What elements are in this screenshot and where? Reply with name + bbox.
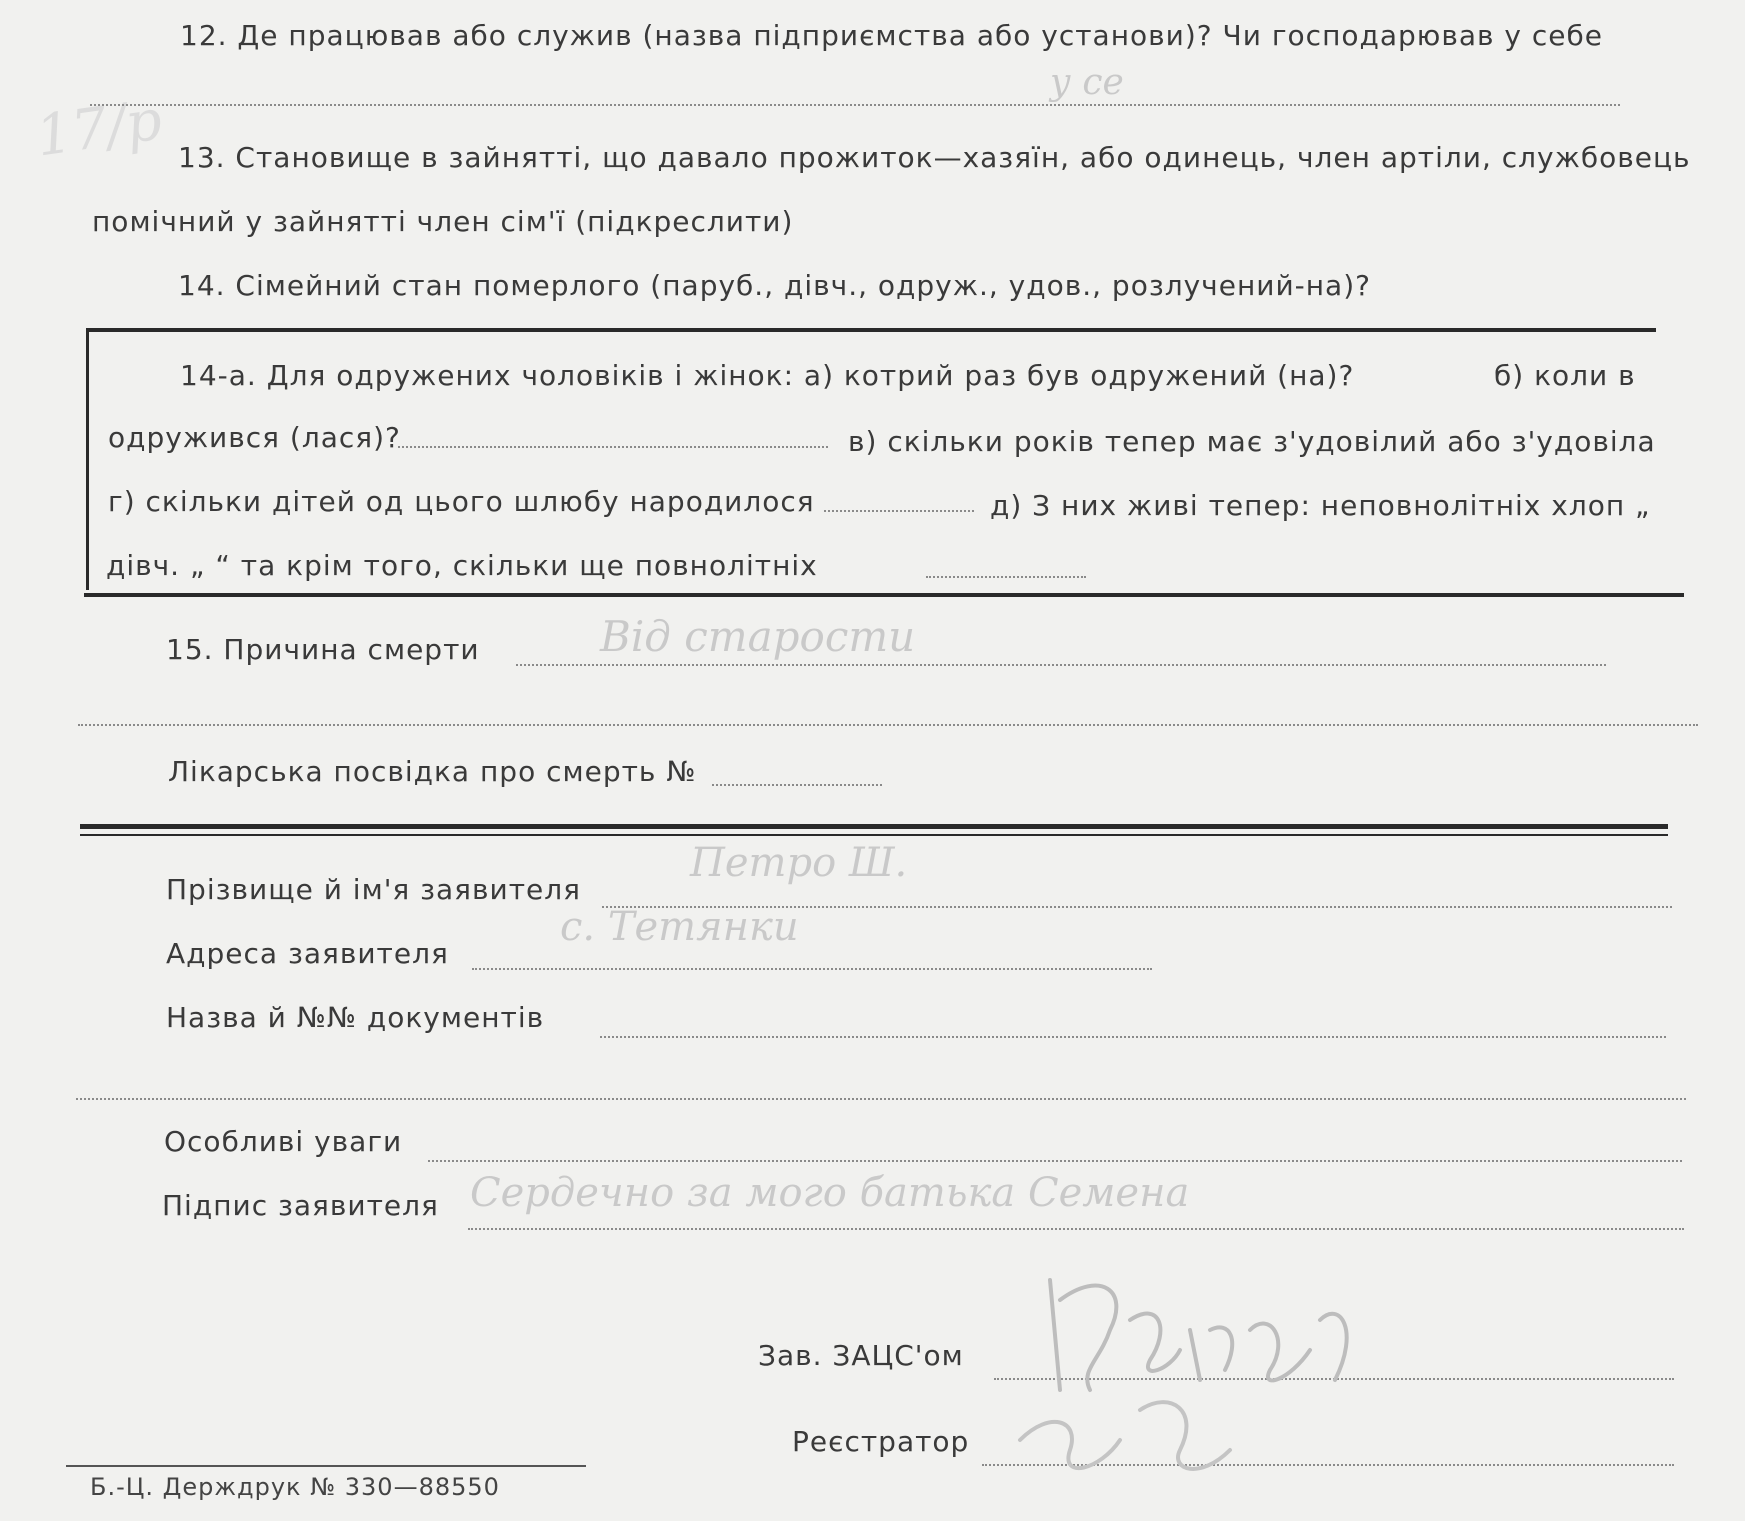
q14a-line3-a: г) скільки дітей од цього шлюбу народилося <box>108 485 815 518</box>
q14-text: 14. Сімейний стан померлого (паруб., дівч., одруж., удов., розлучений-на)? <box>178 269 1372 302</box>
signature-value: Сердечно за мого батька Семена <box>470 1170 1190 1216</box>
signature-line <box>468 1228 1684 1230</box>
q14a-line1-b: б) коли в <box>1494 359 1636 392</box>
q14a-line3-dots <box>824 510 974 512</box>
q12-answer-line <box>90 104 1620 106</box>
q14a-bottom-rule <box>84 593 1684 597</box>
medical-number-line <box>712 784 882 786</box>
q14a-line1-a: 14-а. Для одружених чоловіків і жінок: а) котрий раз був одружений (на)? <box>180 359 1355 392</box>
applicant-address-line <box>472 968 1152 970</box>
q14a-line4-dots <box>926 576 1086 578</box>
section-double-rule-top <box>80 824 1668 829</box>
applicant-address-value: с. Тетянки <box>560 904 799 950</box>
head-label: Зав. ЗАЦС'ом <box>758 1339 964 1372</box>
applicant-name-label: Прізвище й ім'я заявителя <box>166 873 582 906</box>
registrar-label: Реєстратор <box>792 1425 970 1458</box>
documents-label: Назва й №№ документів <box>166 1001 545 1034</box>
q15-answer: Від старости <box>600 612 916 661</box>
margin-note: 17/р <box>32 87 166 170</box>
applicant-name-value: Петро Ш. <box>690 840 908 886</box>
q14a-line2-a: одружився (лася)? <box>108 421 401 454</box>
q14a-line2-b: в) скільки років тепер має з'удовілий або з'удовіла <box>848 425 1656 458</box>
q14a-line2-dots <box>398 446 828 448</box>
footer-rule <box>66 1465 586 1467</box>
printer-imprint: Б.-Ц. Держдрук № 330—88550 <box>90 1473 500 1501</box>
applicant-address-label: Адреса заявителя <box>166 937 449 970</box>
q15-extra-line <box>78 724 1698 726</box>
registrar-signature-scribble <box>1000 1370 1260 1490</box>
q14a-line3-b: д) З них живі тепер: неповнолітніх хлоп „ <box>990 489 1651 522</box>
medical-label: Лікарська посвідка про смерть № <box>168 755 697 788</box>
q15-answer-line <box>516 664 1606 666</box>
q14a-top-rule <box>88 328 1656 332</box>
signature-label: Підпис заявителя <box>162 1189 439 1222</box>
q12-text: 12. Де працював або служив (назва підприємства або установи)? Чи господарював у себе <box>180 19 1604 52</box>
documents-line <box>600 1036 1666 1038</box>
q15-label: 15. Причина смерти <box>166 633 480 666</box>
q13-line2: помічний у зайнятті член сім'ї (підкреслити) <box>92 205 794 238</box>
q13-line1: 13. Становище в зайнятті, що давало прожиток—хазяїн, або одинець, член артіли, службовець <box>178 141 1691 174</box>
q14a-left-rule <box>86 328 89 590</box>
notes-label: Особливі уваги <box>164 1125 403 1158</box>
q12-answer: у се <box>1050 62 1124 103</box>
section-double-rule-bottom <box>80 834 1668 836</box>
q14a-line4: дівч. „ “ та крім того, скільки ще повнолітніх <box>106 549 818 582</box>
notes-line <box>428 1160 1682 1162</box>
documents-extra-line <box>76 1098 1686 1100</box>
